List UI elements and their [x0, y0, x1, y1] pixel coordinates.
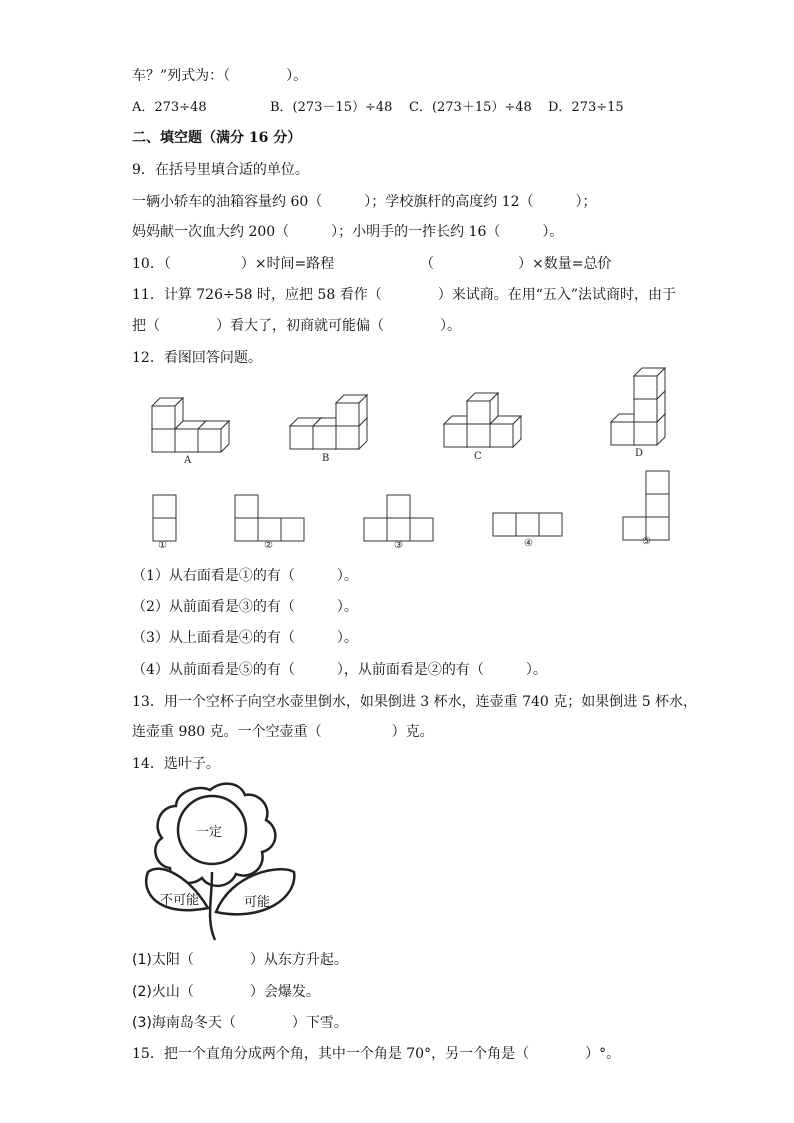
- q15-line: 15．把一个直角分成两个角，其中一个角是 70°，另一个角是（ ）°。: [132, 1046, 621, 1062]
- q12-stem: 12．看图回答问题。: [132, 350, 262, 366]
- q9-stem: 9．在括号里填合适的单位。: [132, 162, 309, 178]
- label-view-2: ②: [264, 540, 273, 551]
- q12-sub-1: （1）从右面看是①的有（ ）。: [132, 568, 358, 584]
- q10-part-a: 10．（ ）×时间=路程: [132, 256, 335, 272]
- flower-center-label: 一定: [196, 825, 223, 840]
- q14-sub-2: (2)火山（ ）会爆发。: [132, 984, 320, 1000]
- q14-stem: 14．选叶子。: [132, 756, 220, 772]
- q11-line-a: 11．计算 726÷58 时，应把 58 看作（ ）来试商。在用“五入”法试商时，由于: [132, 287, 677, 303]
- q14-sub-3: (3)海南岛冬天（ ）下雪。: [132, 1015, 348, 1031]
- q13-line-a: 13．用一个空杯子向空水壶里倒水，如果倒进 3 杯水，连壶重 740 克；如果倒进 5 杯水，: [132, 694, 698, 710]
- label-view-4: ④: [524, 538, 533, 549]
- q8-tail-line: 车？”列式为：（ ）。: [132, 68, 308, 84]
- q13-line-b: 连壶重 980 克。一个空壶重（ ）克。: [132, 724, 434, 740]
- q8-option-d: D．273÷15: [548, 100, 624, 115]
- q8-option-a: A．273÷48: [132, 100, 207, 115]
- label-view-5: ⑤: [642, 536, 651, 547]
- label-view-3: ③: [394, 540, 403, 551]
- q11-line-b: 把（ ）看大了，初商就可能偏（ ）。: [132, 318, 461, 334]
- q10-part-b: （ ）×数量=总价: [420, 256, 612, 272]
- q14-sub-1: (1)太阳（ ）从东方升起。: [132, 952, 348, 968]
- flower-right-leaf-label: 可能: [244, 895, 271, 910]
- flower-left-leaf-label: 不可能: [160, 893, 200, 908]
- q12-sub-2: （2）从前面看是③的有（ ）。: [132, 599, 358, 615]
- q12-sub-3: （3）从上面看是④的有（ ）。: [132, 630, 358, 646]
- q9-line-a: 一辆小轿车的油箱容量约 60（ ）；学校旗杆的高度约 12（ ）；: [132, 194, 597, 210]
- label-a: A: [184, 455, 192, 466]
- label-b: B: [322, 453, 330, 464]
- label-c: C: [474, 451, 482, 462]
- q9-line-b: 妈妈献一次血大约 200（ ）；小明手的一拃长约 16（ ）。: [132, 224, 564, 240]
- q12-sub-4: （4）从前面看是⑤的有（ ），从前面看是②的有（ ）。: [132, 662, 547, 678]
- q8-option-c: C．(273＋15）÷48: [409, 100, 532, 115]
- q8-option-b: B．(273－15）÷48: [270, 100, 393, 115]
- section-2-heading: 二、填空题（满分 16 分）: [132, 130, 302, 146]
- label-d: D: [635, 448, 644, 459]
- label-view-1: ①: [158, 540, 167, 551]
